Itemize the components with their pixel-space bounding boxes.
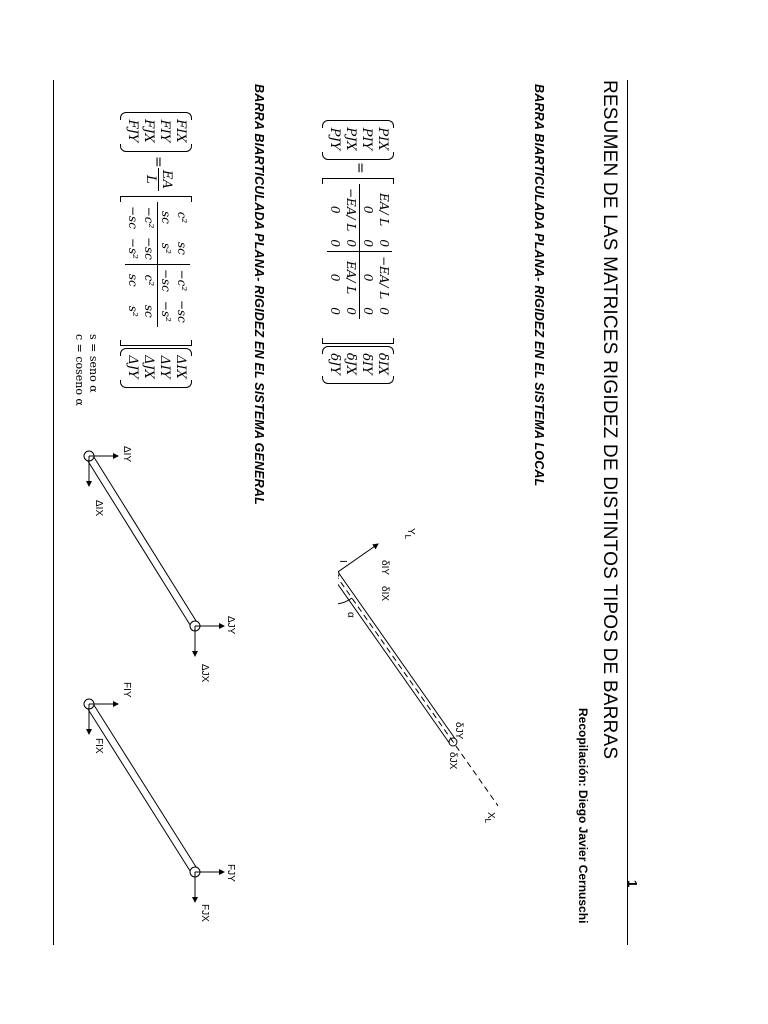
matrix-row [360,184,377,319]
factor-numerator: EA [159,170,174,189]
footer-rule [53,80,54,945]
general-stiffness-matrix [125,202,190,327]
local-matrix-bracket-right [322,338,394,344]
disp-label-Djy: ΔJY [225,616,236,635]
matrix-cell: −s² [126,237,140,259]
matrix-cell: −sc [158,264,175,295]
matrix-row [327,184,343,319]
local-bar-figure [338,520,498,840]
disp-label-Dix: ΔIX [93,500,104,517]
ea-over-l-factor [143,168,174,191]
equals-sign: = [150,156,166,168]
local-stiffness-matrix [327,184,392,319]
lhs-entry: PJY [327,127,342,151]
matrix-row [125,202,141,327]
lhs-brace-right [120,144,192,152]
matrix-cell: 0 [343,303,360,319]
matrix-cell: 0 [377,239,391,247]
matrix-cell: −sc [126,206,140,229]
matrix-row [141,202,158,327]
matrix-cell: sc [175,241,189,255]
force-label-fjx: FJX [199,904,210,922]
general-displacement-figure [68,420,228,683]
local-displacement-vector [326,352,390,376]
matrix-row [158,202,175,327]
axis-xl-label: $X_L$ [483,812,496,824]
matrix-row [376,184,392,319]
matrix-cell: −EA/ L [376,251,392,303]
rhs-entry: δJX [343,352,358,376]
general-force-figure [68,680,228,920]
general-matrix-bracket-right [120,340,192,346]
force-label-fiy: FIY [121,682,132,698]
node-i-label: I [337,560,348,563]
rhs-entry: δJY [327,353,342,375]
factor-denominator: L [143,175,158,184]
force-label-fix: FIX [93,738,104,754]
local-force-vector [326,126,390,152]
matrix-cell: c² [141,264,158,295]
lhs-entry: FJX [141,119,156,143]
angle-alpha-label: α [345,612,356,618]
rhs-brace-right [322,376,394,384]
equals-sign: = [352,162,368,174]
rhs-entry: δIX [375,352,390,376]
matrix-cell: sc [141,296,158,327]
rhs-entry: ΔJX [141,355,156,379]
lhs-entry: FIY [157,119,172,143]
matrix-cell: 0 [361,205,375,214]
matrix-cell: 0 [377,307,391,315]
matrix-cell: −s² [159,300,173,322]
matrix-cell: 0 [343,235,360,251]
lhs-entry: PJX [343,127,358,151]
matrix-cell: sc [125,264,141,295]
lhs-entry: FJY [125,119,140,143]
matrix-row [343,184,360,319]
matrix-cell: s² [126,305,140,317]
rhs-entry: δIY [359,353,374,375]
rhs-entry: ΔJY [125,355,140,379]
disp-label-djx: δJX [447,752,458,770]
lhs-entry: PIY [359,127,374,151]
disp-label-Djx: ΔJX [199,664,210,683]
matrix-cell: −c² [174,264,190,295]
matrix-cell: 0 [328,307,342,315]
axis-yl-label: $Y_L$ [403,528,416,540]
disp-label-Diy: ΔIY [121,446,132,463]
lhs-entry: FIX [173,119,188,143]
matrix-cell: EA/ L [343,251,360,303]
rhs-entry: ΔIX [173,355,188,379]
author-credit: Recopilación: Diego Javier Cernuschi [576,708,590,924]
general-displacement-vector [124,354,188,380]
matrix-cell: s² [159,242,173,254]
rhs-brace-right [120,380,192,388]
header-rule [627,80,628,945]
matrix-cell: −c² [141,202,158,233]
document-title: RESUMEN DE LAS MATRICES RIGIDEZ DE DISTINTOS TIPOS DE BARRAS [599,80,620,760]
matrix-cell: −sc [141,233,158,264]
note-coseno: c = coseno α [73,334,86,406]
matrix-cell: 0 [361,307,375,315]
matrix-row [174,202,190,327]
matrix-cell: 0 [328,239,342,247]
note-seno: s = seno α [87,334,100,393]
matrix-cell: 0 [361,239,375,247]
disp-label-djy: δJY [453,722,464,740]
matrix-cell: 0 [328,205,342,214]
lhs-brace-right [322,152,394,160]
matrix-cell: −sc [175,299,189,323]
matrix-cell: sc [159,211,173,224]
matrix-cell: EA/ L [377,193,391,227]
page-number: 1 [625,880,640,888]
matrix-cell: 0 [360,251,377,303]
general-force-vector [124,118,188,144]
matrix-cell: c² [175,211,189,224]
section-heading-local: BARRA BIARTICULADA PLANA- RIGIDEZ EN EL SISTEMA LOCAL [532,84,546,487]
lhs-entry: PIX [375,127,390,151]
disp-label-diy: δIY [379,560,390,576]
force-label-fjy: FJY [225,864,236,882]
rhs-entry: ΔIY [157,355,172,379]
section-heading-general: BARRA BIARTICULADA PLANA- RIGIDEZ EN EL SISTEMA GENERAL [252,84,266,505]
disp-label-dix: δIX [379,586,390,602]
matrix-cell: −EA/ L [343,184,360,235]
matrix-cell: 0 [327,251,343,303]
